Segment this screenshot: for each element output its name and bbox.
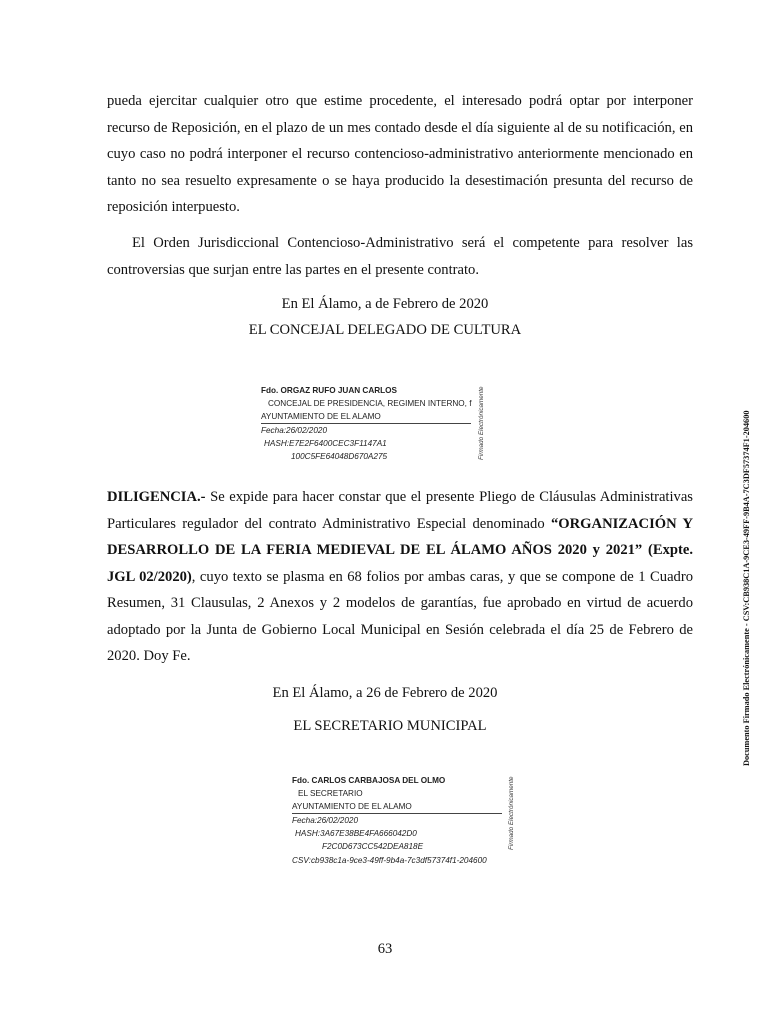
diligencia-contract-title: “ORGANIZACIÓN Y DESARROLLO DE LA FERIA MEDIEVAL DE EL ÁLAMO AÑOS 2020 y 2021” (Expte. JGL 02/2020)	[107, 515, 694, 585]
place-date-2: En El Álamo, a 26 de Febrero de 2020	[272, 685, 498, 701]
signature-block-secretario	[292, 774, 502, 867]
diligencia-paragraph	[107, 484, 693, 670]
signer-position: CONCEJAL DE PRESIDENCIA, REGIMEN INTERNO, f	[268, 399, 472, 409]
page-number: 63	[377, 941, 393, 957]
signature-date: Fecha:26/02/2020	[261, 426, 328, 436]
signature-hash-1: HASH:3A67E38BE4FA666042D0	[295, 829, 417, 839]
signer-title-secretario: EL SECRETARIO MUNICIPAL	[293, 718, 487, 734]
signer-organization: AYUNTAMIENTO DE EL ALAMO	[292, 800, 502, 814]
side-csv-note: Documento Firmado Electrónicamente - CSV:CB938C1A-9CE3-49FF-9B4A-7C3DF57374F1-204600	[742, 410, 751, 766]
electronic-signature-stamp-2: Firmado Electrónicamente	[508, 776, 515, 850]
signature-hash-2: F2C0D673CC542DEA818E	[322, 842, 424, 852]
paragraph-recurso: pueda ejercitar cualquier otro que estime procedente, el interesado podrá optar por interponer recurso de Reposición, en el plazo de un mes contado desde el día siguiente al de su notificación, en cuyo caso no podrá interponer el recurso contencioso-administrativo anteriormente mencionado en tanto no sea resuelto expresamente o se haya producido la desestimación presunta del recurso de reposición interpuesto.	[107, 93, 693, 215]
diligencia-text-b: , cuyo texto se plasma en 68 folios por ambas caras, y que se compone de 1 Cuadro Resumen, 31 Clausulas, 2 Anexos y 2 modelos de garantías, fue aprobado en virtud de acuerdo adoptado por la Junta de Gobierno Local Municipal en Sesión celebrada el día 25 de Febrero de 2020. Doy Fe.	[107, 568, 694, 664]
signature-date: Fecha:26/02/2020	[292, 816, 359, 826]
diligencia-text-a: Se expide para hacer constar que el presente Pliego de Cláusulas Administrativas Particulares regulador del contrato Administrativo Especial denominado	[107, 489, 693, 532]
signature-hash-1: HASH:E7E2F6400CEC3F1147A1	[264, 439, 387, 449]
signer-position: EL SECRETARIO	[298, 789, 363, 799]
electronic-signature-stamp-1: Firmado Electrónicamente	[478, 386, 485, 460]
signer-name: Fdo. CARLOS CARBAJOSA DEL OLMO	[292, 776, 446, 785]
signature-csv: CSV:cb938c1a-9ce3-49ff-9b4a-7c3df57374f1-204600	[292, 855, 487, 865]
signature-block-concejal	[261, 384, 472, 464]
paragraph-jurisdiccion: El Orden Jurisdiccional Contencioso-Administrativo será el competente para resolver las controversias que surjan entre las partes en el presente contrato.	[107, 235, 693, 278]
signature-hash-2: 100C5FE64048D670A275	[291, 452, 388, 462]
signer-organization: AYUNTAMIENTO DE EL ALAMO	[261, 410, 471, 424]
place-date-1: En El Álamo, a de Febrero de 2020	[281, 296, 489, 312]
diligencia-label: DILIGENCIA.-	[107, 489, 206, 505]
signer-name: Fdo. ORGAZ RUFO JUAN CARLOS	[261, 386, 397, 395]
signer-title-concejal: EL CONCEJAL DELEGADO DE CULTURA	[248, 322, 522, 338]
